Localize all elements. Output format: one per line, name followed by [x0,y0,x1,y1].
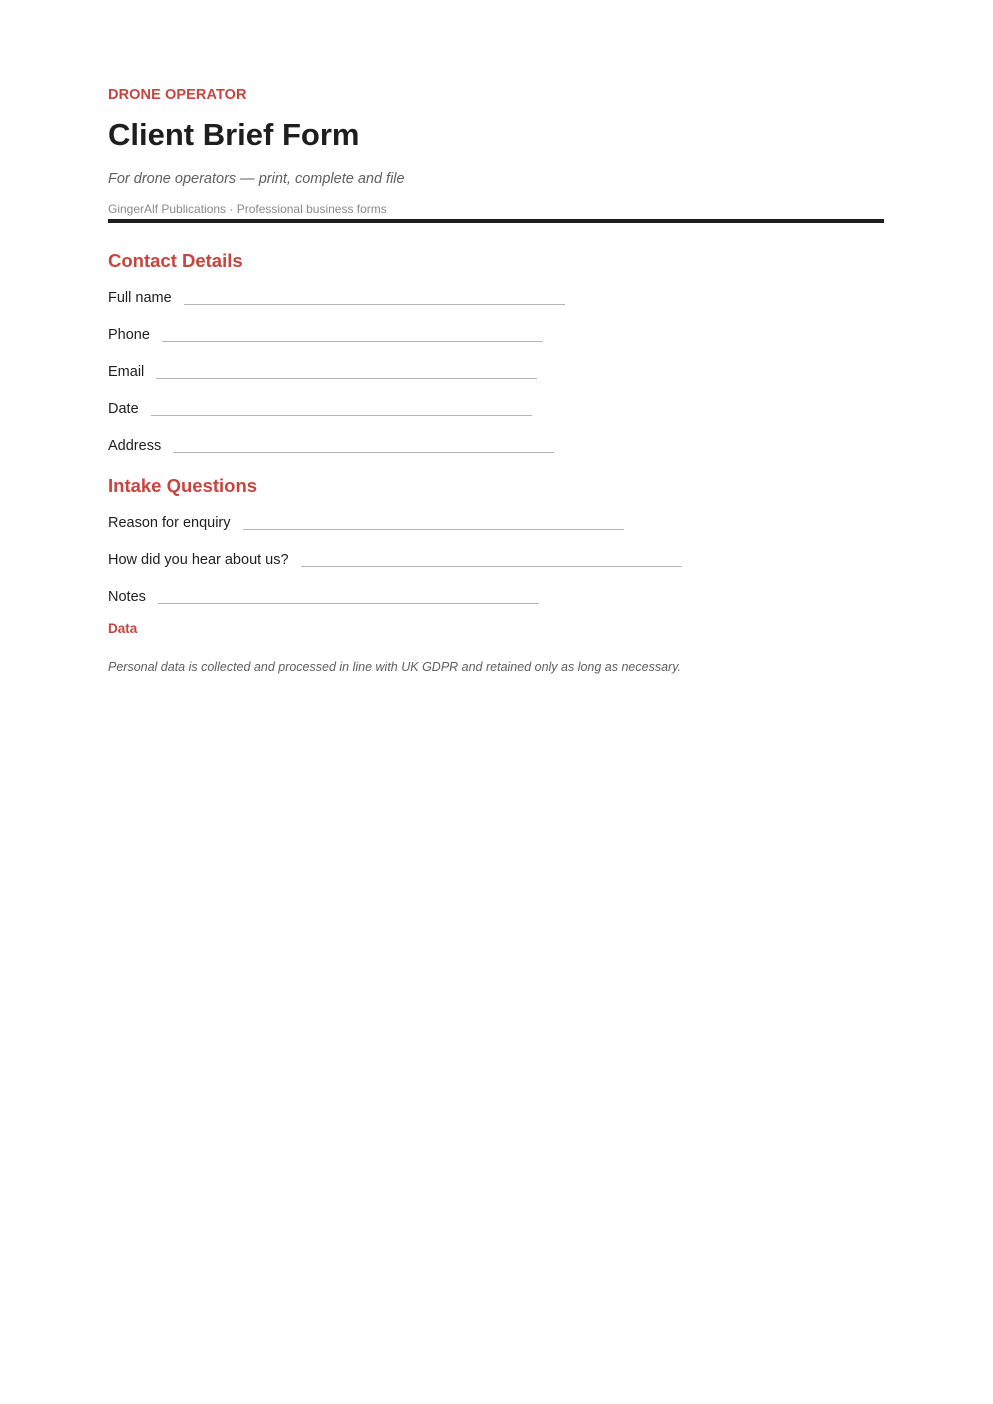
reason-label: Reason for enquiry [108,515,231,531]
referral-label: How did you hear about us? [108,552,289,568]
email-label: Email [108,364,145,380]
notes-row [108,584,884,606]
full-name-label: Full name [108,290,172,306]
referral-row [108,547,884,569]
phone-label: Phone [108,327,150,343]
full-name-row [108,285,884,307]
date-field[interactable] [151,415,532,416]
date-label: Date [108,401,139,417]
notes-field[interactable] [158,603,539,604]
intake-fields [108,510,884,606]
address-row [108,433,884,455]
publisher-line: GingerAlf Publications · Professional business forms [108,202,387,216]
category-label: DRONE OPERATOR [108,87,247,103]
phone-field[interactable] [162,341,543,342]
reason-row [108,510,884,532]
data-heading: Data [108,621,138,636]
header-divider [108,219,884,223]
page-title: Client Brief Form [108,117,360,152]
form-content [108,86,884,675]
address-field[interactable] [173,452,554,453]
data-privacy-note: Personal data is collected and processed in line with UK GDPR and retained only as long as necessary. [108,660,681,674]
full-name-field[interactable] [184,304,565,305]
contact-fields [108,285,884,455]
intake-questions-heading: Intake Questions [108,475,258,496]
email-field[interactable] [156,378,537,379]
date-row [108,396,884,418]
page-subtitle: For drone operators — print, complete and file [108,171,405,187]
phone-row [108,322,884,344]
referral-field[interactable] [301,566,682,567]
contact-details-heading: Contact Details [108,250,243,271]
reason-field[interactable] [243,529,624,530]
address-label: Address [108,438,162,454]
email-row [108,359,884,381]
notes-label: Notes [108,589,146,605]
